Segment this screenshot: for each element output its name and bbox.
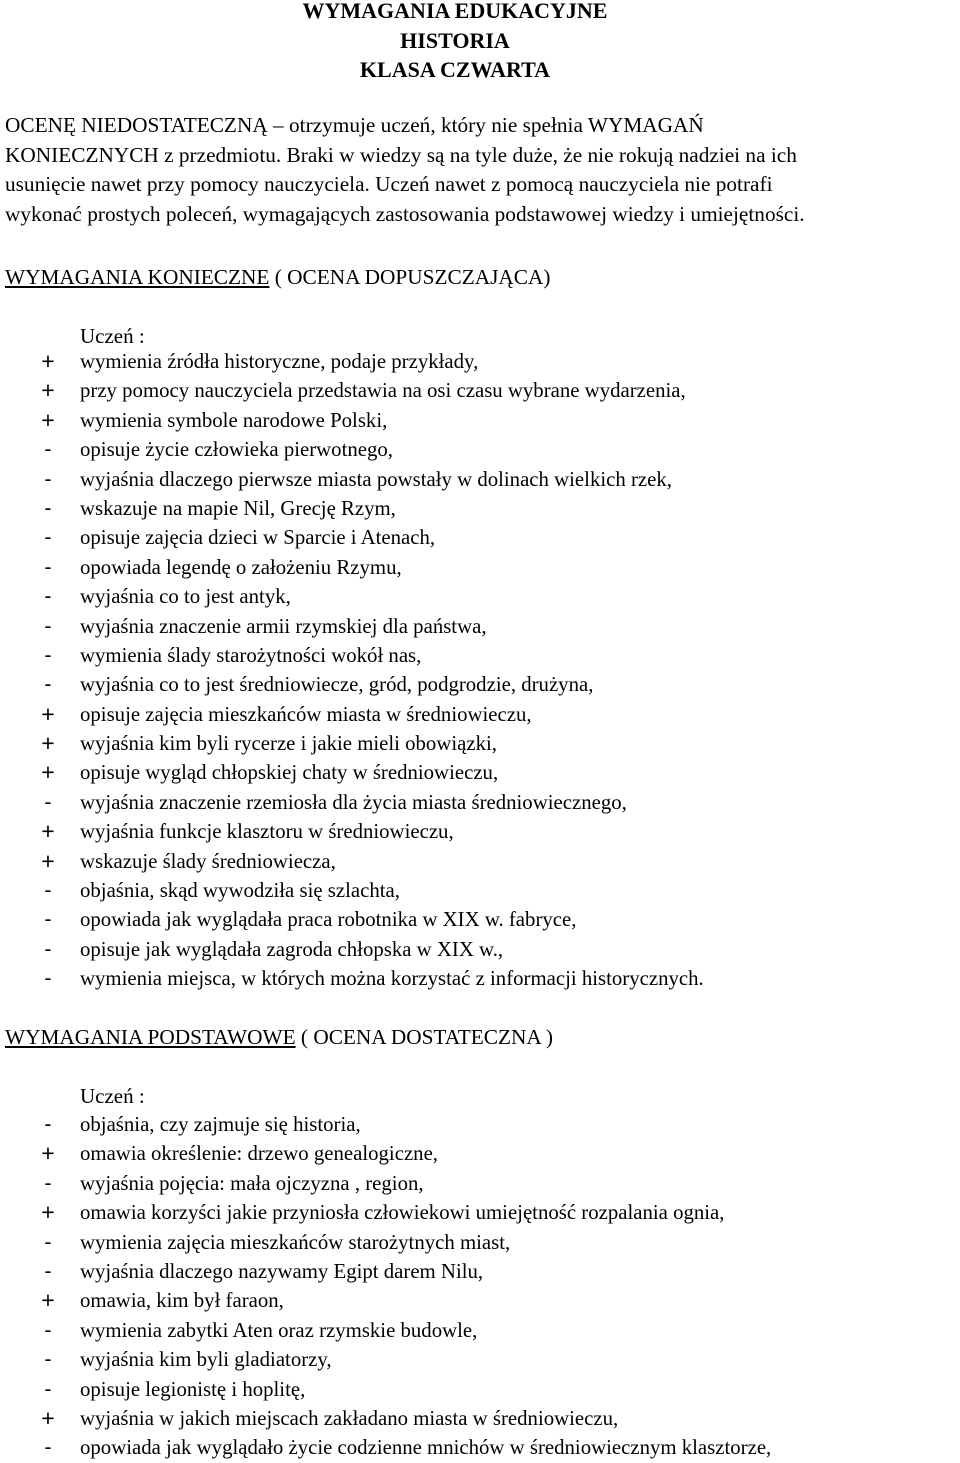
list-item (0, 1169, 960, 1198)
section-grade: ( OCENA DOPUSZCZAJĄCA) (269, 265, 551, 289)
list-item (0, 347, 960, 376)
list-item-text: opisuje jak wyglądała zagroda chłopska w XIX w., (80, 937, 504, 961)
dash-marker: - (44, 1318, 52, 1342)
intro-line: OCENĘ NIEDOSTATECZNĄ – otrzymuje uczeń, który nie spełnia WYMAGAŃ (5, 113, 704, 137)
list-item (0, 1228, 960, 1257)
list-item (0, 406, 960, 435)
dash-marker: - (44, 1348, 52, 1372)
list-item (0, 582, 960, 611)
list-item-text: wymienia ślady starożytności wokół nas, (80, 643, 422, 667)
list-item (0, 1375, 960, 1404)
plus-marker: + (41, 1199, 55, 1226)
list-item (0, 876, 960, 905)
list-item-text: wyjaśnia dlaczego nazywamy Egipt darem Nilu, (80, 1259, 484, 1283)
section-heading-text: WYMAGANIA PODSTAWOWE (5, 1025, 296, 1049)
section-heading-text: WYMAGANIA KONIECZNE (5, 265, 270, 289)
list-item-text: wymienia miejsca, w których można korzystać z informacji historycznych. (80, 967, 704, 991)
requirements-list-podstawowe (0, 1110, 960, 1463)
list-item (0, 700, 960, 729)
intro-paragraph (5, 111, 960, 229)
dash-marker: - (44, 643, 52, 667)
list-item (0, 1345, 960, 1374)
title-line: KLASA CZWARTA (359, 57, 551, 82)
list-item-text: objaśnia, skąd wywodziła się szlachta, (80, 879, 400, 903)
list-item-text: omawia korzyści jakie przyniosła człowiekowi umiejętność rozpalania ognia, (80, 1201, 725, 1225)
dash-marker: - (44, 879, 52, 903)
list-item (0, 1286, 960, 1315)
dash-marker: - (44, 937, 52, 961)
plus-marker: + (41, 730, 55, 757)
list-item-text: opowiada legendę o założeniu Rzymu, (80, 555, 402, 579)
list-item (0, 1110, 960, 1139)
list-item (0, 1257, 960, 1286)
dash-marker: - (44, 526, 52, 550)
dash-marker: - (44, 1113, 52, 1136)
dash-marker: - (44, 1230, 52, 1254)
list-item-text: przy pomocy nauczyciela przedstawia na osi czasu wybrane wydarzenia, (80, 379, 686, 403)
list-item-text: wskazuje na mapie Nil, Grecję Rzym, (80, 496, 396, 520)
list-item (0, 1139, 960, 1168)
dash-marker: - (44, 614, 52, 638)
list-item (0, 465, 960, 494)
list-item (0, 435, 960, 464)
intro-line: KONIECZNYCH z przedmiotu. Braki w wiedzy są na tyle duże, że nie rokują nadziei na ich (5, 142, 797, 167)
list-item-text: wyjaśnia co to jest antyk, (80, 585, 291, 609)
list-item-text: wymienia źródła historyczne, podaje przykłady, (80, 350, 479, 373)
requirements-list-konieczne (0, 347, 960, 994)
list-item-text: wyjaśnia znaczenie armii rzymskiej dla państwa, (80, 614, 487, 638)
list-item-text: opowiada jak wyglądała praca robotnika w XIX w. fabryce, (80, 908, 577, 932)
list-item (0, 788, 960, 817)
list-item-text: omawia określenie: drzewo genealogiczne, (80, 1142, 439, 1166)
list-item-text: opowiada jak wyglądało życie codzienne mnichów w średniowiecznym klasztorze, (80, 1436, 772, 1460)
title-line: WYMAGANIA EDUKACYJNE (302, 0, 608, 23)
list-item-text: wyjaśnia co to jest średniowiecze, gród, podgrodzie, drużyna, (80, 673, 594, 697)
dash-marker: - (44, 1436, 52, 1460)
plus-marker: + (41, 348, 55, 374)
document-title (0, 0, 910, 85)
list-item-text: opisuje legionistę i hoplitę, (80, 1377, 306, 1401)
plus-marker: + (41, 759, 55, 786)
list-item-text: wyjaśnia funkcje klasztoru w średniowieczu, (80, 820, 454, 844)
list-item (0, 729, 960, 758)
dash-marker: - (44, 908, 52, 932)
list-item-text: opisuje wygląd chłopskiej chaty w średniowieczu, (80, 761, 499, 785)
plus-marker: + (41, 377, 55, 404)
list-item (0, 523, 960, 552)
list-item (0, 376, 960, 405)
dash-marker: - (44, 467, 52, 491)
list-item-text: wymienia zabytki Aten oraz rzymskie budowle, (80, 1318, 478, 1342)
list-item-text: wyjaśnia znaczenie rzemiosła dla życia miasta średniowiecznego, (80, 790, 627, 814)
dash-marker: - (44, 790, 52, 814)
list-item-text: opisuje zajęcia dzieci w Sparcie i Atenach, (80, 526, 436, 550)
list-item (0, 758, 960, 787)
plus-marker: + (41, 847, 55, 874)
student-label: Uczeń : (80, 324, 145, 348)
title-line: HISTORIA (400, 27, 510, 53)
list-item-text: wyjaśnia kim byli gladiatorzy, (80, 1348, 332, 1372)
dash-marker: - (44, 585, 52, 609)
section-grade: ( OCENA DOSTATECZNA ) (295, 1025, 553, 1049)
list-item-text: wymienia zajęcia mieszkańców starożytnych miast, (80, 1230, 511, 1254)
plus-marker: + (41, 818, 55, 845)
list-item (0, 494, 960, 523)
list-item (0, 1316, 960, 1345)
dash-marker: - (44, 1259, 52, 1283)
plus-marker: + (41, 1404, 55, 1431)
list-item-text: wymienia symbole narodowe Polski, (80, 408, 388, 432)
list-item-text: wskazuje ślady średniowiecza, (80, 849, 336, 873)
list-item (0, 1433, 960, 1462)
dash-marker: - (44, 673, 52, 697)
student-label: Uczeń : (80, 1084, 145, 1108)
list-item (0, 847, 960, 876)
plus-marker: + (41, 1140, 55, 1167)
dash-marker: - (44, 438, 52, 462)
plus-marker: + (41, 406, 55, 433)
list-item-text: wyjaśnia w jakich miejscach zakładano miasta w średniowieczu, (80, 1406, 619, 1430)
dash-marker: - (44, 1171, 52, 1195)
list-item (0, 964, 960, 993)
list-item (0, 553, 960, 582)
list-item-text: wyjaśnia kim byli rycerze i jakie mieli obowiązki, (80, 732, 497, 756)
intro-line: usunięcie nawet przy pomocy nauczyciela. Uczeń nawet z pomocą nauczyciela nie potrafi (5, 172, 773, 196)
section-heading-konieczne (5, 263, 550, 292)
list-item (0, 612, 960, 641)
list-item (0, 670, 960, 699)
list-item-text: wyjaśnia dlaczego pierwsze miasta powstały w dolinach wielkich rzek, (80, 467, 672, 491)
plus-marker: + (41, 700, 55, 727)
list-item (0, 905, 960, 934)
list-item-text: opisuje życie człowieka pierwotnego, (80, 438, 393, 462)
dash-marker: - (44, 555, 52, 579)
list-item-text: opisuje zajęcia mieszkańców miasta w średniowieczu, (80, 702, 532, 726)
list-item (0, 1404, 960, 1433)
list-item (0, 1198, 960, 1227)
intro-line: wykonać prostych poleceń, wymagających zastosowania podstawowej wiedzy i umiejętności. (5, 201, 805, 226)
list-item-text: wyjaśnia pojęcia: mała ojczyzna , region, (80, 1171, 424, 1195)
list-item-text: omawia, kim był faraon, (80, 1289, 284, 1313)
section-heading-podstawowe (5, 1023, 553, 1052)
list-item (0, 935, 960, 964)
dash-marker: - (44, 1377, 52, 1401)
list-item (0, 641, 960, 670)
dash-marker: - (44, 967, 52, 991)
list-item (0, 817, 960, 846)
plus-marker: + (41, 1287, 55, 1314)
list-item-text: objaśnia, czy zajmuje się historia, (80, 1113, 361, 1136)
dash-marker: - (44, 496, 52, 520)
